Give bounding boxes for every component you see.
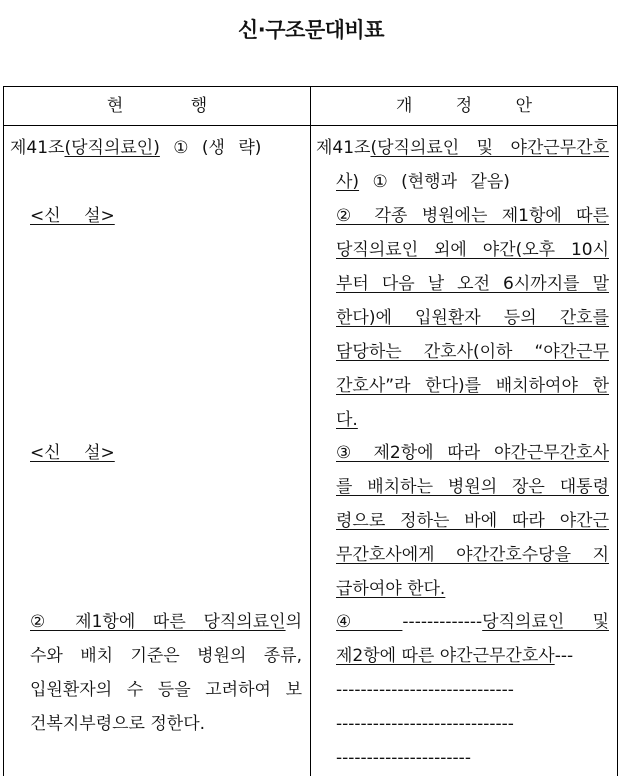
article-rest: ① (생 략) — [159, 138, 262, 158]
header-revised: 개 정 안 — [395, 96, 533, 116]
revised-para4-line5: ---------------------- — [336, 748, 471, 768]
current-article-41 — [10, 131, 261, 165]
revised-para2-line2: 당직의료인 외에 야간(오후 10시 — [336, 240, 609, 260]
current-para2-underlined: 당직의료인 — [203, 612, 286, 632]
revised-para4-underlined: 당직의료인 및 — [482, 612, 609, 632]
current-para2-suffix: 의 — [285, 612, 302, 632]
revised-para3-line1: ③ 제2항에 따라 야간근무간호사 — [336, 443, 609, 463]
dash-placeholder: --- — [554, 646, 574, 666]
revised-para4-line3: ----------------------------- — [336, 680, 514, 700]
circle-2: ② 제1항에 따른 — [30, 612, 204, 632]
current-para2-line3: 입원환자의 수 등을 고려하여 보 — [30, 680, 302, 700]
revised-para4-line2 — [336, 639, 573, 673]
revised-para2-line4: 한다)에 입원환자 등의 간호를 — [336, 308, 609, 328]
dash-placeholder: ------------- — [402, 612, 483, 632]
revised-para2-line6: 간호사”라 한다)를 배치하여야 한 — [336, 376, 609, 396]
revised-para3-line4: 무간호사에게 야간간호수당을 지 — [336, 545, 609, 565]
article-rest: ① (현행과 같음) — [359, 172, 510, 192]
current-para2-line1 — [30, 605, 302, 639]
comparison-table — [3, 86, 618, 776]
column-divider — [310, 87, 311, 776]
header-current: 현 행 — [106, 96, 208, 116]
revised-article-41-line2 — [336, 165, 510, 199]
revised-para2-line5: 담당하는 간호사(이하 “야간근무 — [336, 342, 609, 362]
article-title: (당직의료인) — [64, 138, 160, 158]
circle-4: ④ — [336, 612, 403, 632]
current-new-provision-1: <신 설> — [30, 206, 115, 226]
revised-para3-line3: 령으로 정하는 바에 따라 야간근 — [336, 511, 609, 531]
article-title-cont: 사) — [336, 172, 360, 192]
revised-para3-line2: 를 배치하는 병원의 장은 대통령 — [336, 477, 609, 497]
revised-para4-line4: ----------------------------- — [336, 714, 514, 734]
revised-article-41-line1 — [316, 131, 609, 165]
current-para2-line4: 건복지부령으로 정한다. — [30, 714, 206, 734]
revised-para4-underlined-2: 제2항에 따른 야간근무간호사 — [336, 646, 555, 666]
revised-para2-line1: ② 각종 병원에는 제1항에 따른 — [336, 206, 609, 226]
current-para2-line2: 수와 배치 기준은 병원의 종류, — [30, 646, 302, 666]
revised-para2-line3: 부터 다음 날 오전 6시까지를 말 — [336, 274, 609, 294]
current-new-provision-2: <신 설> — [30, 443, 115, 463]
revised-para2-line7: 다. — [336, 410, 358, 430]
revised-para4-line1 — [336, 605, 609, 639]
revised-para3-line5: 급하여야 한다. — [336, 579, 446, 599]
article-prefix: 제41조 — [316, 138, 371, 158]
page-title: 신·구조문대비표 — [238, 18, 384, 42]
article-title: (당직의료인 및 야간근무간호 — [370, 138, 609, 158]
article-prefix: 제41조 — [10, 138, 65, 158]
